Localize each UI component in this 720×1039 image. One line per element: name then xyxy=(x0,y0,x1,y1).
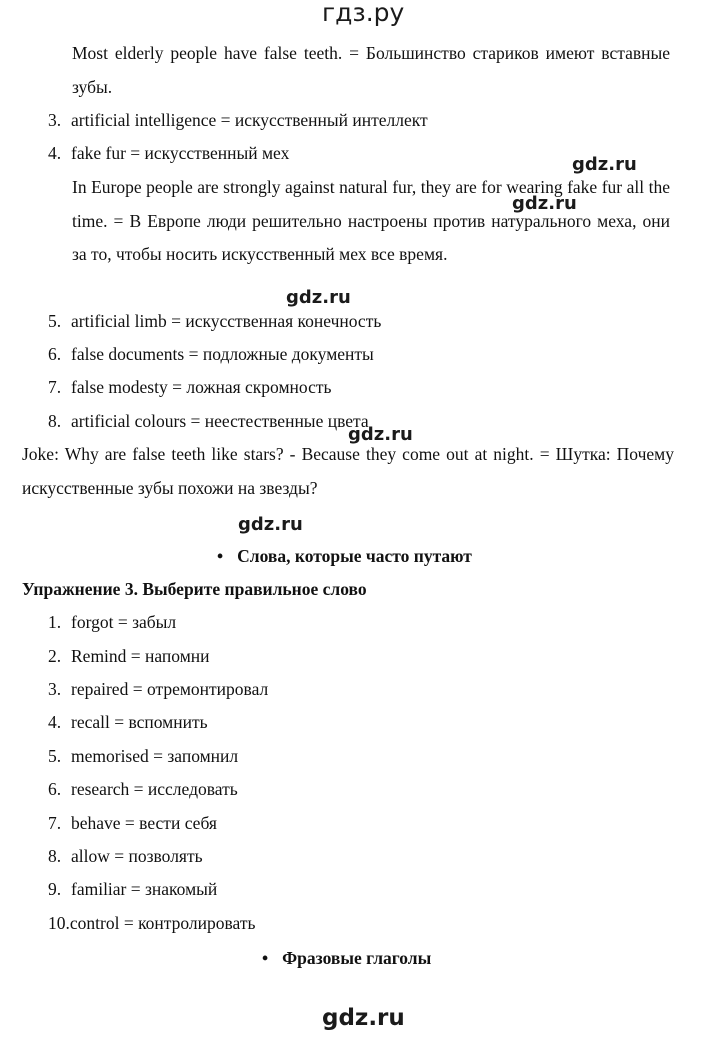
item-text: control = контролировать xyxy=(69,913,256,933)
list-item xyxy=(48,405,369,439)
item-text: familiar = знакомый xyxy=(71,879,218,899)
list-item xyxy=(48,907,256,941)
bullet-icon: • xyxy=(217,546,224,566)
item-number: 5. xyxy=(48,311,62,331)
header-watermark: гдз.ру xyxy=(322,0,405,27)
bullet-heading-text: Фразовые глаголы xyxy=(282,948,432,968)
watermark: gdz.ru xyxy=(286,287,351,308)
item-text: artificial intelligence = искусственный интеллект xyxy=(71,110,428,130)
bullet-icon: • xyxy=(262,948,269,968)
watermark: gdz.ru xyxy=(348,424,413,445)
item-number: 4. xyxy=(48,712,62,732)
item-text: memorised = запомнил xyxy=(71,746,239,766)
item-number: 8. xyxy=(48,846,62,866)
intro-paragraph: Most elderly people have false teeth. = Большинство стариков имеют вставные зубы. xyxy=(72,43,670,97)
list-item xyxy=(48,873,217,907)
bullet-heading xyxy=(217,540,472,574)
list-item xyxy=(48,137,289,171)
list-item xyxy=(48,371,331,405)
watermark: gdz.ru xyxy=(572,154,637,175)
item-number: 3. xyxy=(48,110,62,130)
item-text: false documents = подложные документы xyxy=(71,344,374,364)
list-item xyxy=(48,606,176,640)
item-text: forgot = забыл xyxy=(71,612,177,632)
item-number: 7. xyxy=(48,813,62,833)
item-number: 7. xyxy=(48,377,62,397)
watermark: gdz.ru xyxy=(512,193,577,214)
list-item xyxy=(48,807,217,841)
item-number: 9. xyxy=(48,879,62,899)
item-number: 1. xyxy=(48,612,62,632)
item-number: 10. xyxy=(48,913,70,933)
list-item xyxy=(48,640,210,674)
item-number: 3. xyxy=(48,679,62,699)
item-text: research = исследовать xyxy=(71,779,238,799)
item-number: 8. xyxy=(48,411,62,431)
list-item xyxy=(48,104,428,138)
list-item xyxy=(48,338,374,372)
watermark: gdz.ru xyxy=(238,514,303,535)
exercise-title: Упражнение 3. Выберите правильное слово xyxy=(22,579,367,599)
item-text: allow = позволять xyxy=(71,846,203,866)
list-item xyxy=(48,740,238,774)
footer-watermark: gdz.ru xyxy=(322,1005,405,1031)
bullet-heading xyxy=(262,942,431,976)
example-paragraph: In Europe people are strongly against natural fur, they are for wearing fake fur all the time. = В Европе люди решительно настроены против натурального меха, они за то, чтобы носить искусственный мех все время. xyxy=(72,177,670,264)
item-number: 5. xyxy=(48,746,62,766)
item-text: artificial limb = искусственная конечность xyxy=(71,311,382,331)
item-text: false modesty = ложная скромность xyxy=(71,377,332,397)
item-number: 4. xyxy=(48,143,62,163)
list-item xyxy=(48,706,208,740)
list-item xyxy=(48,673,268,707)
bullet-heading-text: Слова, которые часто путают xyxy=(237,546,472,566)
item-number: 6. xyxy=(48,779,62,799)
item-text: artificial colours = неестественные цвета xyxy=(71,411,369,431)
item-text: Remind = напомни xyxy=(71,646,210,666)
item-number: 6. xyxy=(48,344,62,364)
item-text: fake fur = искусственный мех xyxy=(71,143,290,163)
item-text: repaired = отремонтировал xyxy=(71,679,269,699)
item-text: behave = вести себя xyxy=(71,813,217,833)
item-number: 2. xyxy=(48,646,62,666)
list-item xyxy=(48,773,238,807)
item-text: recall = вспомнить xyxy=(71,712,208,732)
joke-paragraph: Joke: Why are false teeth like stars? - Because they come out at night. = Шутка: Почему искусственные зубы похожи на звезды? xyxy=(22,444,674,498)
list-item xyxy=(48,305,381,339)
list-item xyxy=(48,840,203,874)
